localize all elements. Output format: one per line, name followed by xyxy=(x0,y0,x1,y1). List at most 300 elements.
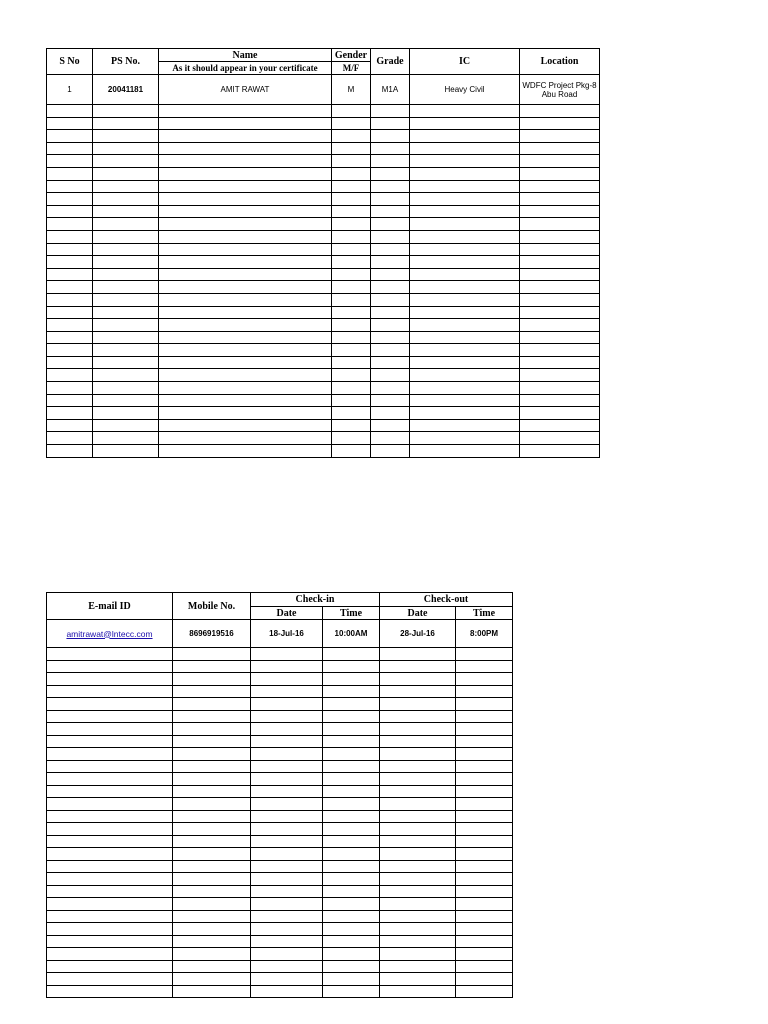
empty-cell xyxy=(380,860,456,873)
empty-cell xyxy=(173,973,251,986)
empty-cell xyxy=(93,281,159,294)
empty-cell xyxy=(173,660,251,673)
empty-cell xyxy=(371,205,410,218)
empty-cell xyxy=(371,155,410,168)
cell-ic: Heavy Civil xyxy=(410,75,520,105)
empty-cell xyxy=(332,419,371,432)
empty-row xyxy=(47,710,513,723)
empty-cell xyxy=(47,407,93,420)
empty-cell xyxy=(173,935,251,948)
empty-cell xyxy=(410,130,520,143)
contact-table xyxy=(46,592,513,998)
empty-cell xyxy=(47,432,93,445)
empty-cell xyxy=(47,960,173,973)
empty-cell xyxy=(371,142,410,155)
empty-cell xyxy=(159,382,332,395)
empty-row xyxy=(47,848,513,861)
empty-cell xyxy=(456,873,513,886)
empty-cell xyxy=(251,798,323,811)
empty-cell xyxy=(47,117,93,130)
empty-cell xyxy=(380,985,456,998)
empty-row xyxy=(47,445,600,458)
empty-cell xyxy=(93,331,159,344)
email-link[interactable]: amitrawat@lntecc.com xyxy=(66,628,153,639)
empty-cell xyxy=(47,710,173,723)
empty-cell xyxy=(456,848,513,861)
empty-cell xyxy=(456,823,513,836)
header-gender: Gender xyxy=(332,49,371,62)
empty-cell xyxy=(159,293,332,306)
empty-cell xyxy=(410,306,520,319)
empty-row xyxy=(47,243,600,256)
empty-cell xyxy=(47,848,173,861)
empty-cell xyxy=(47,105,93,118)
empty-cell xyxy=(159,256,332,269)
empty-row xyxy=(47,130,600,143)
empty-cell xyxy=(410,445,520,458)
empty-cell xyxy=(173,723,251,736)
empty-cell xyxy=(251,698,323,711)
empty-cell xyxy=(380,898,456,911)
empty-cell xyxy=(371,344,410,357)
empty-cell xyxy=(159,167,332,180)
header-name-sub: As it should appear in your certificate xyxy=(159,62,332,75)
cell-mobile: 8696919516 xyxy=(173,620,251,648)
empty-cell xyxy=(47,785,173,798)
cell-checkin-date: 18-Jul-16 xyxy=(251,620,323,648)
empty-cell xyxy=(520,382,600,395)
empty-cell xyxy=(520,180,600,193)
empty-cell xyxy=(410,281,520,294)
empty-row xyxy=(47,142,600,155)
empty-row xyxy=(47,167,600,180)
empty-cell xyxy=(410,419,520,432)
empty-cell xyxy=(93,319,159,332)
empty-cell xyxy=(159,369,332,382)
empty-cell xyxy=(93,268,159,281)
empty-cell xyxy=(456,723,513,736)
empty-row xyxy=(47,419,600,432)
empty-cell xyxy=(410,407,520,420)
empty-cell xyxy=(371,268,410,281)
empty-cell xyxy=(173,748,251,761)
empty-cell xyxy=(93,218,159,231)
empty-cell xyxy=(520,142,600,155)
empty-row xyxy=(47,306,600,319)
cell-checkout-time: 8:00PM xyxy=(456,620,513,648)
empty-cell xyxy=(323,773,380,786)
empty-cell xyxy=(47,218,93,231)
empty-cell xyxy=(456,860,513,873)
empty-cell xyxy=(47,419,93,432)
empty-cell xyxy=(173,685,251,698)
empty-row xyxy=(47,923,513,936)
empty-cell xyxy=(456,748,513,761)
empty-cell xyxy=(380,760,456,773)
empty-cell xyxy=(371,356,410,369)
header-checkin: Check-in xyxy=(251,593,380,607)
empty-cell xyxy=(380,723,456,736)
empty-cell xyxy=(93,369,159,382)
empty-cell xyxy=(371,256,410,269)
empty-cell xyxy=(380,798,456,811)
empty-row xyxy=(47,281,600,294)
empty-row xyxy=(47,823,513,836)
empty-cell xyxy=(47,910,173,923)
empty-cell xyxy=(332,281,371,294)
empty-cell xyxy=(520,344,600,357)
empty-cell xyxy=(520,117,600,130)
empty-cell xyxy=(371,306,410,319)
empty-cell xyxy=(47,660,173,673)
empty-cell xyxy=(323,685,380,698)
empty-cell xyxy=(371,419,410,432)
empty-cell xyxy=(47,167,93,180)
empty-cell xyxy=(173,710,251,723)
empty-row xyxy=(47,117,600,130)
empty-cell xyxy=(332,155,371,168)
empty-cell xyxy=(371,445,410,458)
empty-cell xyxy=(520,445,600,458)
empty-cell xyxy=(251,748,323,761)
empty-cell xyxy=(410,369,520,382)
empty-cell xyxy=(520,256,600,269)
empty-cell xyxy=(323,835,380,848)
empty-cell xyxy=(456,835,513,848)
empty-cell xyxy=(47,985,173,998)
empty-cell xyxy=(332,306,371,319)
empty-row xyxy=(47,432,600,445)
empty-cell xyxy=(159,230,332,243)
empty-cell xyxy=(93,142,159,155)
empty-cell xyxy=(410,382,520,395)
empty-cell xyxy=(323,798,380,811)
empty-cell xyxy=(47,673,173,686)
empty-cell xyxy=(332,445,371,458)
empty-cell xyxy=(47,319,93,332)
empty-cell xyxy=(456,810,513,823)
empty-cell xyxy=(47,723,173,736)
empty-cell xyxy=(332,142,371,155)
empty-row xyxy=(47,180,600,193)
empty-cell xyxy=(456,798,513,811)
empty-cell xyxy=(332,193,371,206)
empty-cell xyxy=(332,268,371,281)
empty-cell xyxy=(93,243,159,256)
empty-row xyxy=(47,331,600,344)
empty-cell xyxy=(159,445,332,458)
empty-cell xyxy=(251,835,323,848)
empty-cell xyxy=(251,923,323,936)
empty-cell xyxy=(456,960,513,973)
empty-cell xyxy=(332,256,371,269)
empty-cell xyxy=(456,735,513,748)
empty-cell xyxy=(47,268,93,281)
empty-cell xyxy=(332,180,371,193)
empty-cell xyxy=(520,167,600,180)
cell-checkout-date: 28-Jul-16 xyxy=(380,620,456,648)
empty-cell xyxy=(159,419,332,432)
empty-cell xyxy=(251,985,323,998)
empty-row xyxy=(47,698,513,711)
empty-cell xyxy=(47,773,173,786)
empty-cell xyxy=(410,205,520,218)
empty-cell xyxy=(456,698,513,711)
empty-cell xyxy=(410,142,520,155)
empty-row xyxy=(47,155,600,168)
empty-cell xyxy=(173,823,251,836)
empty-cell xyxy=(251,873,323,886)
empty-cell xyxy=(47,873,173,886)
empty-cell xyxy=(47,823,173,836)
empty-cell xyxy=(380,848,456,861)
empty-cell xyxy=(159,407,332,420)
empty-cell xyxy=(251,948,323,961)
cell-email xyxy=(47,620,173,648)
empty-row xyxy=(47,798,513,811)
empty-cell xyxy=(332,167,371,180)
empty-row xyxy=(47,723,513,736)
header-gender-sub: M/F xyxy=(332,62,371,75)
empty-cell xyxy=(332,243,371,256)
empty-row xyxy=(47,394,600,407)
empty-cell xyxy=(371,193,410,206)
empty-cell xyxy=(159,205,332,218)
empty-cell xyxy=(520,243,600,256)
empty-cell xyxy=(410,218,520,231)
empty-cell xyxy=(323,823,380,836)
empty-cell xyxy=(371,130,410,143)
header-sno: S No xyxy=(47,49,93,75)
empty-cell xyxy=(371,319,410,332)
empty-row xyxy=(47,205,600,218)
empty-cell xyxy=(173,898,251,911)
empty-cell xyxy=(380,960,456,973)
empty-cell xyxy=(371,180,410,193)
empty-row xyxy=(47,835,513,848)
empty-cell xyxy=(159,268,332,281)
empty-cell xyxy=(371,243,410,256)
empty-cell xyxy=(47,685,173,698)
empty-cell xyxy=(173,785,251,798)
empty-cell xyxy=(410,432,520,445)
empty-cell xyxy=(410,230,520,243)
empty-cell xyxy=(410,344,520,357)
empty-cell xyxy=(380,735,456,748)
empty-cell xyxy=(456,685,513,698)
empty-cell xyxy=(173,960,251,973)
empty-cell xyxy=(410,268,520,281)
empty-cell xyxy=(47,898,173,911)
empty-row xyxy=(47,660,513,673)
empty-row xyxy=(47,268,600,281)
empty-cell xyxy=(159,356,332,369)
empty-cell xyxy=(159,105,332,118)
empty-cell xyxy=(251,823,323,836)
empty-cell xyxy=(47,344,93,357)
empty-cell xyxy=(520,281,600,294)
empty-cell xyxy=(173,835,251,848)
empty-cell xyxy=(93,105,159,118)
empty-cell xyxy=(520,230,600,243)
empty-cell xyxy=(520,407,600,420)
empty-cell xyxy=(456,785,513,798)
empty-row xyxy=(47,910,513,923)
empty-row xyxy=(47,648,513,661)
table-row xyxy=(47,75,600,105)
empty-cell xyxy=(159,281,332,294)
empty-cell xyxy=(380,685,456,698)
empty-cell xyxy=(159,117,332,130)
empty-cell xyxy=(371,432,410,445)
empty-cell xyxy=(456,710,513,723)
empty-cell xyxy=(332,407,371,420)
empty-cell xyxy=(251,848,323,861)
empty-cell xyxy=(410,105,520,118)
empty-cell xyxy=(47,973,173,986)
empty-row xyxy=(47,948,513,961)
empty-cell xyxy=(380,648,456,661)
empty-row xyxy=(47,407,600,420)
cell-location: WDFC Project Pkg-8 Abu Road xyxy=(520,75,600,105)
empty-cell xyxy=(371,117,410,130)
empty-cell xyxy=(332,382,371,395)
empty-row xyxy=(47,369,600,382)
empty-cell xyxy=(93,344,159,357)
empty-row xyxy=(47,685,513,698)
empty-cell xyxy=(410,319,520,332)
empty-cell xyxy=(47,382,93,395)
empty-cell xyxy=(323,698,380,711)
empty-cell xyxy=(93,230,159,243)
empty-row xyxy=(47,810,513,823)
empty-cell xyxy=(251,885,323,898)
cell-sno: 1 xyxy=(47,75,93,105)
empty-cell xyxy=(47,735,173,748)
empty-row xyxy=(47,885,513,898)
empty-cell xyxy=(380,810,456,823)
empty-cell xyxy=(47,810,173,823)
empty-cell xyxy=(323,973,380,986)
empty-cell xyxy=(47,281,93,294)
empty-cell xyxy=(323,710,380,723)
empty-cell xyxy=(323,648,380,661)
empty-cell xyxy=(251,735,323,748)
empty-cell xyxy=(371,218,410,231)
empty-row xyxy=(47,873,513,886)
empty-cell xyxy=(456,648,513,661)
header-checkout-time: Time xyxy=(456,607,513,620)
empty-cell xyxy=(47,230,93,243)
empty-cell xyxy=(47,356,93,369)
empty-cell xyxy=(332,432,371,445)
empty-cell xyxy=(47,935,173,948)
empty-cell xyxy=(371,407,410,420)
empty-cell xyxy=(47,798,173,811)
empty-cell xyxy=(323,860,380,873)
empty-cell xyxy=(456,910,513,923)
table-row xyxy=(47,620,513,648)
empty-cell xyxy=(332,130,371,143)
empty-row xyxy=(47,973,513,986)
empty-row xyxy=(47,382,600,395)
empty-cell xyxy=(47,293,93,306)
empty-cell xyxy=(520,369,600,382)
empty-row xyxy=(47,356,600,369)
header-ps-no: PS No. xyxy=(93,49,159,75)
empty-cell xyxy=(456,973,513,986)
empty-cell xyxy=(456,760,513,773)
participant-table xyxy=(46,48,600,458)
empty-row xyxy=(47,985,513,998)
empty-cell xyxy=(323,723,380,736)
empty-cell xyxy=(251,773,323,786)
empty-cell xyxy=(410,167,520,180)
empty-cell xyxy=(410,180,520,193)
empty-row xyxy=(47,344,600,357)
empty-cell xyxy=(159,331,332,344)
empty-cell xyxy=(323,885,380,898)
empty-cell xyxy=(520,356,600,369)
empty-cell xyxy=(371,382,410,395)
empty-cell xyxy=(251,910,323,923)
empty-cell xyxy=(323,735,380,748)
empty-cell xyxy=(371,105,410,118)
empty-cell xyxy=(380,673,456,686)
empty-cell xyxy=(520,293,600,306)
empty-cell xyxy=(47,331,93,344)
empty-cell xyxy=(93,180,159,193)
empty-cell xyxy=(47,923,173,936)
empty-row xyxy=(47,193,600,206)
empty-cell xyxy=(380,785,456,798)
empty-row xyxy=(47,960,513,973)
empty-cell xyxy=(173,860,251,873)
empty-cell xyxy=(93,382,159,395)
empty-cell xyxy=(456,948,513,961)
empty-cell xyxy=(47,394,93,407)
empty-cell xyxy=(323,810,380,823)
empty-cell xyxy=(332,369,371,382)
empty-cell xyxy=(410,256,520,269)
empty-cell xyxy=(251,685,323,698)
empty-cell xyxy=(93,193,159,206)
empty-cell xyxy=(456,935,513,948)
empty-cell xyxy=(173,985,251,998)
empty-cell xyxy=(173,910,251,923)
empty-cell xyxy=(93,394,159,407)
empty-cell xyxy=(323,898,380,911)
empty-cell xyxy=(251,973,323,986)
empty-cell xyxy=(47,193,93,206)
empty-row xyxy=(47,860,513,873)
empty-cell xyxy=(159,130,332,143)
empty-cell xyxy=(173,948,251,961)
empty-cell xyxy=(380,660,456,673)
empty-cell xyxy=(323,923,380,936)
empty-cell xyxy=(323,785,380,798)
empty-cell xyxy=(159,142,332,155)
empty-cell xyxy=(47,698,173,711)
empty-cell xyxy=(93,432,159,445)
empty-cell xyxy=(251,785,323,798)
empty-row xyxy=(47,935,513,948)
empty-cell xyxy=(371,230,410,243)
empty-cell xyxy=(93,155,159,168)
empty-cell xyxy=(173,873,251,886)
empty-cell xyxy=(456,660,513,673)
empty-cell xyxy=(251,935,323,948)
